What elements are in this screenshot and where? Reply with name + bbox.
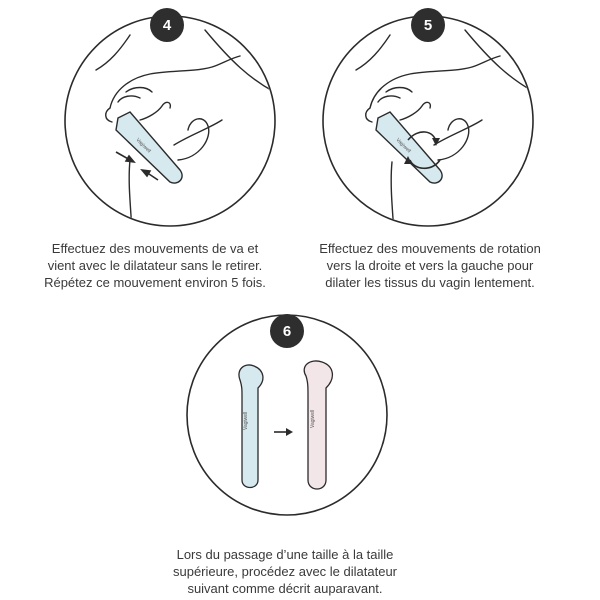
caption-line: Répétez ce mouvement environ 5 fois. [44,275,266,290]
step-5-caption [300,240,560,291]
step-badge: 4 [150,8,184,42]
caption-line: Lors du passage d’une taille à la taille [176,547,394,562]
caption-line: supérieure, procédez avec le dilatateur [172,564,398,579]
step-badge: 6 [270,314,304,348]
step-badge: 5 [411,8,445,42]
device-label: Vagiwell [134,137,152,155]
step-4-circle [65,16,275,226]
step-6-caption [150,546,420,597]
caption-line: suivant comme décrit auparavant. [187,581,383,596]
step-6 [0,300,600,600]
step-5-circle [323,16,533,226]
step-5 [300,0,600,300]
device-label: Vagiwell [310,409,316,428]
caption-line: Effectuez des mouvements de va et [51,241,259,256]
device-label: Vagiwell [394,137,412,155]
caption-line: Effectuez des mouvements de rotation [319,241,541,256]
device-label: Vagiwell [243,411,249,430]
caption-line: vers la droite et vers la gauche pour [326,258,534,273]
caption-line: vient avec le dilatateur sans le retirer. [47,258,263,273]
step-4 [0,0,300,300]
caption-line: dilater les tissus du vagin lentement. [325,275,535,290]
step-4-caption [20,240,290,291]
